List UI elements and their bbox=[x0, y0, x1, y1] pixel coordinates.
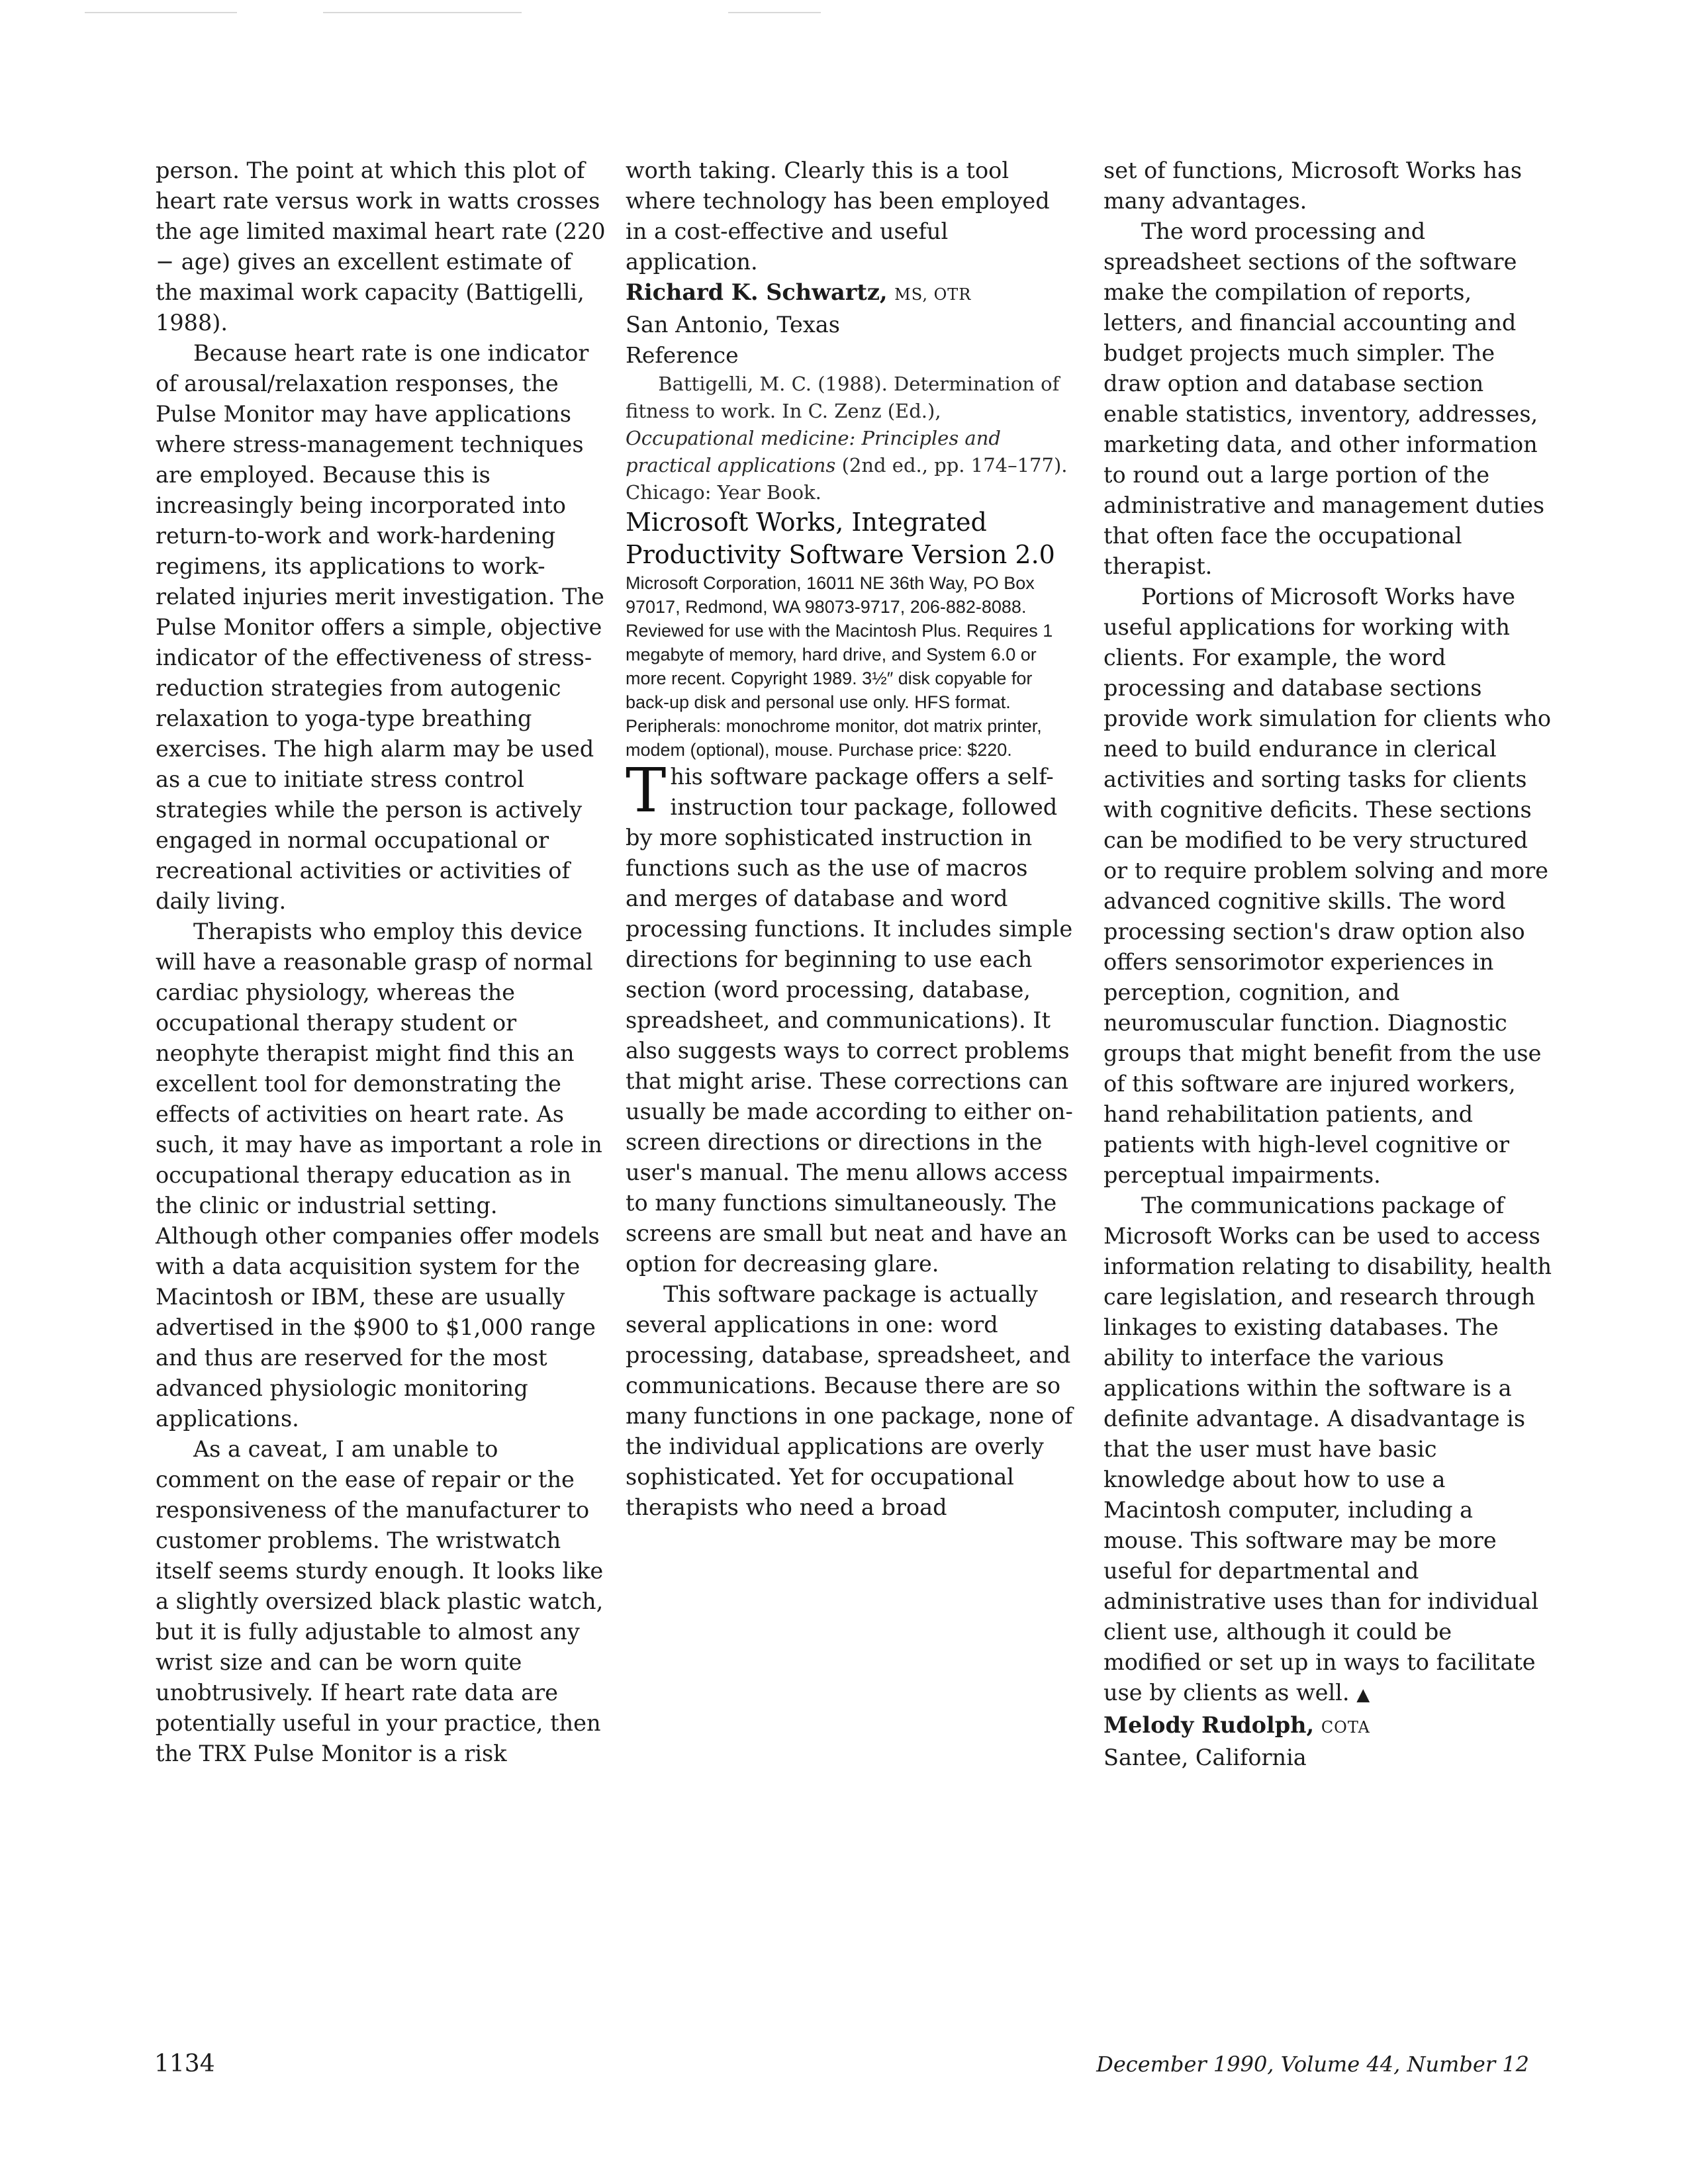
paragraph: As a caveat, I am unable to comment on the ease of repair or the responsiveness of the manufacturer to customer problems. The wristwatch itself seems sturdy enough. It looks like a slightly oversized black plastic watch, but it is fully adjustable to almost any wrist size and can be worn quite unobtrusively. If heart rate data are potentially useful in your practice, then the TRX Pulse Monitor is a risk bbox=[156, 1436, 604, 1766]
author-location: Santee, California bbox=[1103, 1745, 1307, 1770]
page-number: 1134 bbox=[154, 2050, 215, 2077]
column-3 bbox=[1103, 156, 1554, 1773]
drop-cap: T bbox=[626, 755, 667, 826]
paragraph bbox=[626, 755, 1076, 1279]
paragraph: This software package is actually several applications in one: word processing, database, spreadsheet, and communications. Because there are so many functions in one package, none of the individual applications are overly sophisticated. Yet for occupational therapists who need a broad bbox=[626, 1281, 1073, 1520]
reviewer-name: Richard K. Schwartz, bbox=[626, 279, 888, 305]
end-of-article-icon: ▲ bbox=[1356, 1685, 1370, 1705]
product-info: Microsoft Corporation, 16011 NE 36th Way, PO Box 97017, Redmond, WA 98073-9717, 206-882-8088. Reviewed for use with the Macintosh Plus. Requires 1 megabyte of memory, hard drive, and System 6.0 or more recent. Copyright 1989. 3½″ disk copyable for back-up disk and personal use only. HFS format. Peripherals: monochrome monitor, dot matrix printer, modem (optional), mouse. Purchase price: $220. bbox=[626, 573, 1053, 760]
paragraph-text: his software package offers a self-instruction tour package, followed by more sophisticated instruction in functions such as the use of macros and merges of database and word processing functions. It includes simple directions for beginning to use each section (word processing, database, spreadsheet, and communications). It also suggests ways to correct problems that might arise. These corrections can usually be made according to either on-screen directions or directions in the user's manual. The menu allows access to many functions simultaneously. The screens are small but neat and have an option for decreasing glare. bbox=[626, 764, 1073, 1277]
paragraph: set of functions, Microsoft Works has many advantages. bbox=[1103, 158, 1523, 214]
column-1 bbox=[156, 156, 606, 1769]
reviewer-credentials: MS, OTR bbox=[894, 285, 972, 304]
author-name: Melody Rudolph, bbox=[1103, 1712, 1315, 1738]
reviewer-location: San Antonio, Texas bbox=[626, 312, 840, 338]
reference-book-title: Occupational medicine: Principles and practical applications bbox=[626, 427, 1001, 477]
paragraph: Therapists who employ this device will have a reasonable grasp of normal cardiac physiology, whereas the occupational therapy student or neophyte therapist might find this an excellent tool for demonstrating the effects of activities on heart rate. As such, it may have as important a role in occupational therapy education as in the clinic or industrial setting. Although other companies offer models with a data acquisition system for the Macintosh or IBM, these are usually advertised in the $900 to $1,000 range and thus are reserved for the most advanced physiologic monitoring applications. bbox=[156, 919, 602, 1432]
reference-text: (2nd ed., pp. 174–177). Chicago: Year Book. bbox=[626, 454, 1068, 504]
reference-text: Battigelli, M. C. (1988). Determination of fitness to work. In C. Zenz (Ed.), bbox=[626, 373, 1060, 422]
paragraph-text: The communications package of Microsoft Works can be used to access information relating to disability, health care legislation, and research through linkages to existing databases. The ability to interface the various applications within the software is a definite advantage. A disadvantage is that the user must have basic knowledge about how to use a Macintosh computer, including a mouse. This software may be more useful for departmental and administrative uses than for individual client use, although it could be modified or set up in ways to facilitate use by clients as well. bbox=[1103, 1193, 1552, 1706]
paragraph bbox=[1103, 1191, 1554, 1710]
scan-artifact-line bbox=[728, 12, 821, 13]
paragraph: Because heart rate is one indicator of arousal/relaxation responses, the Pulse Monitor may have applications where stress-management techniques are employed. Because this is increasingly being incorporated into return-to-work and work-hardening regimens, its applications to work-related injuries merit investigation. The Pulse Monitor offers a simple, objective indicator of the effectiveness of stress-reduction strategies from autogenic relaxation to yoga-type breathing exercises. The high alarm may be used as a cue to initiate stress control strategies while the person is actively engaged in normal occupational or recreational activities or activities of daily living. bbox=[156, 340, 604, 914]
reference-entry bbox=[626, 371, 1076, 506]
paragraph: person. The point at which this plot of heart rate versus work in watts crosses the age limited maximal heart rate (220 − age) gives an excellent estimate of the maximal work capacity (Battigelli, 1988). bbox=[156, 158, 606, 336]
scan-artifact-line bbox=[85, 12, 237, 13]
paragraph: The word processing and spreadsheet sections of the software make the compilation of reports, letters, and financial accounting and budget projects much simpler. The draw option and database section enable statistics, inventory, addresses, marketing data, and other information to round out a large portion of the administrative and management duties that often face the occupational therapist. bbox=[1103, 218, 1545, 579]
paragraph: Portions of Microsoft Works have useful applications for working with clients. For example, the word processing and database sections provide work simulation for clients who need to build endurance in clerical activities and sorting tasks for clients with cognitive deficits. These sections can be modified to be very structured or to require problem solving and more advanced cognitive skills. The word processing section's draw option also offers sensorimotor experiences in perception, cognition, and neuromuscular function. Diagnostic groups that might benefit from the use of this software are injured workers, hand rehabilitation patients, and patients with high-level cognitive or perceptual impairments. bbox=[1103, 584, 1552, 1188]
author-credentials: COTA bbox=[1321, 1718, 1370, 1737]
reviewer-signature bbox=[626, 277, 1076, 310]
reference-heading: Reference bbox=[626, 342, 739, 368]
scan-artifact-line bbox=[323, 12, 522, 13]
issue-info: December 1990, Volume 44, Number 12 bbox=[1096, 2052, 1529, 2077]
paragraph: worth taking. Clearly this is a tool where technology has been employed in a cost-effective and useful application. bbox=[626, 158, 1050, 275]
article-title: Microsoft Works, Integrated Productivity Software Version 2.0 bbox=[626, 508, 1055, 569]
author-signature bbox=[1103, 1710, 1554, 1743]
column-2 bbox=[626, 156, 1076, 1523]
